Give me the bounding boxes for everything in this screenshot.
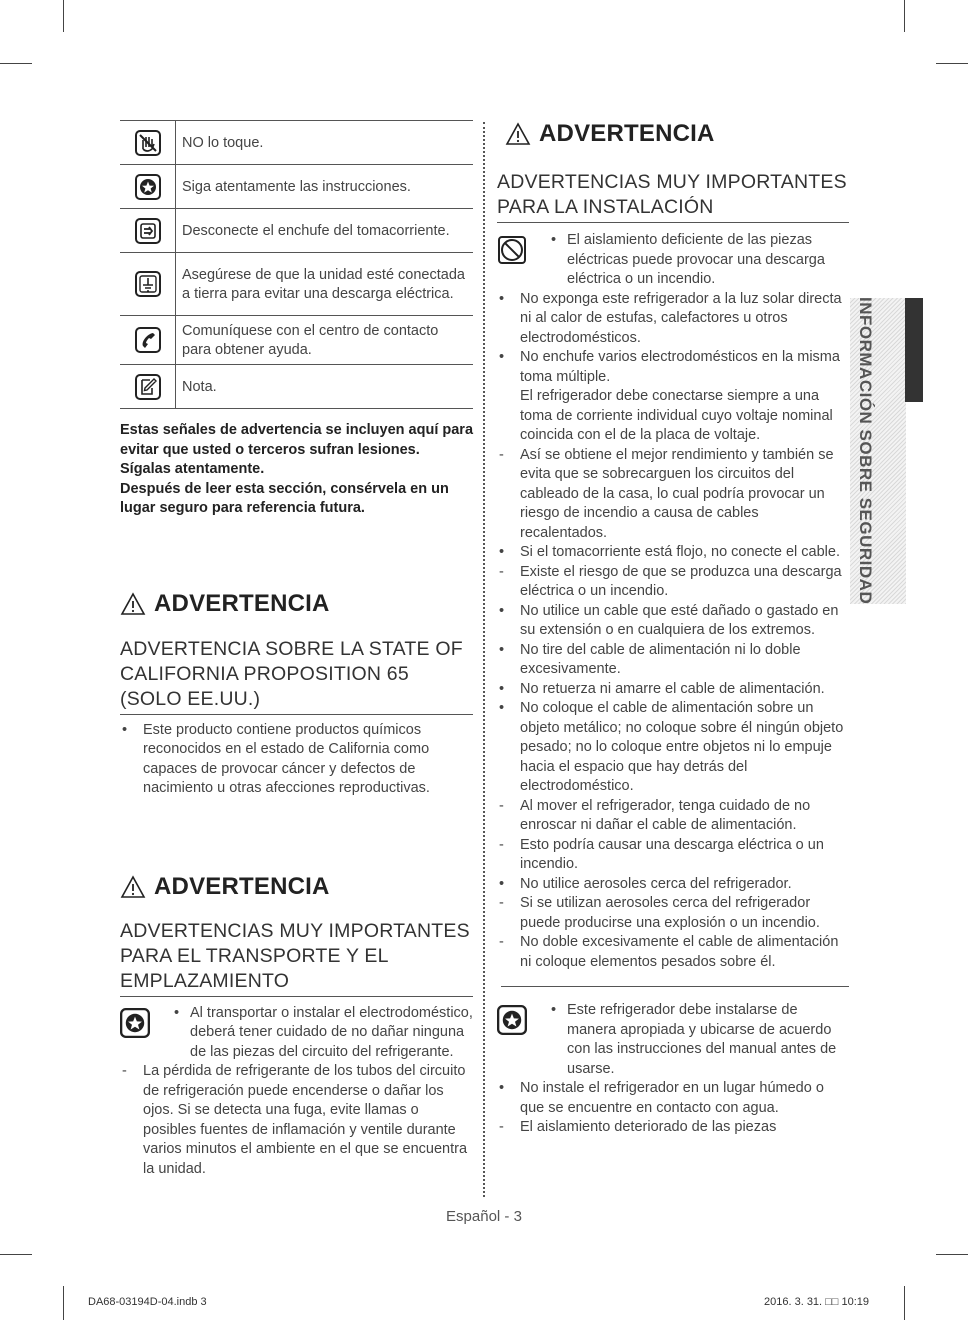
symbol-text: NO lo toque. [182,135,264,151]
phone-icon [120,316,176,364]
section-separator [501,986,849,987]
list-marker: • [499,700,505,716]
right-column [497,120,849,1138]
warning-transport-section [120,873,473,1180]
page-number: Español - 3 [446,1208,522,1225]
section-subtitle: ADVERTENCIAS MUY IMPORTANTES PARA LA INSTALACIÓN [497,170,849,223]
symbol-row [120,121,473,165]
print-file-info: DA68-03194D-04.indb 3 [88,1296,207,1308]
follow-instructions-icon [120,165,176,208]
list-item [497,543,849,563]
note-icon [120,365,176,408]
list-item [497,387,849,446]
list-item-text: Al transportar o instalar el electrodoméstico, deberá tener cuidado de no dañar ninguna de las piezas del circuito del refrigerante. [190,1004,473,1060]
list-item-text: El aislamiento deficiente de las piezas eléctricas puede provocar una descarga eléctrica o un incendio. [567,232,825,287]
list-item [541,1001,849,1079]
list-item [497,894,849,933]
warning-title-text: ADVERTENCIA [154,589,330,617]
left-column [120,120,473,1179]
list-item-text: No instale el refrigerador en un lugar húmedo o que se encuentre en contacto con agua. [520,1080,824,1116]
list-item-text: Este refrigerador debe instalarse de manera apropiada y ubicarse de acuerdo con las instrucciones del manual antes de usarse. [567,1002,837,1077]
list-item [497,348,849,387]
list-item-text: No retuerza ni amarre el cable de alimentación. [520,680,825,697]
list-item [497,680,849,700]
follow-instructions-icon [497,1001,541,1079]
list-item-text: Esto podría causar una descarga eléctrica o un incendio. [520,836,824,872]
list-item-text: Al mover el refrigerador, tenga cuidado de no enroscar ni dañar el cable de alimentación. [520,797,811,833]
warning-title [120,590,473,618]
intro-line: Sígalas atentamente. [120,461,265,477]
list-item [497,836,849,875]
list-item-text: No utilice un cable que esté dañado o gastado en su extensión o en cualquiera de los extremos. [520,602,839,638]
list-item [497,797,849,836]
unplug-icon [120,209,176,252]
list-item-text: El refrigerador debe conectarse siempre a una toma de corriente individual cuyo voltaje nominal coincida con el de la placa de voltaje. [520,388,833,443]
follow-instructions-icon [120,1004,164,1063]
list-item [497,1118,849,1138]
crop-mark [904,1286,905,1320]
list-item [497,875,849,895]
list-marker: • [499,349,505,365]
list-marker: • [499,641,505,658]
list-item [497,933,849,972]
list-item-text: La pérdida de refrigerante de los tubos del circuito de refrigeración puede encenderse o dañar los ojos. Si se detecta una fuga, evite llamas o posibles fuentes de inflamación y ventile durante varios minutos el ambiente en el que se encuentra la unidad. [143,1063,468,1177]
intro-line: Estas señales de advertencia se incluyen aquí para evitar que usted o terceros sufran lesiones. [120,422,474,458]
list-item-text: No exponga este refrigerador a la luz solar directa ni al calor de estufas, calefactores u otros electrodomésticos. [520,290,842,346]
list-marker: • [499,1080,505,1096]
list-item-text: No tire del cable de alimentación ni lo doble excesivamente. [520,641,801,677]
warning-triangle-icon [120,875,146,899]
symbol-row [120,209,473,253]
list-item [164,1004,473,1063]
list-marker: - [499,1119,504,1135]
side-tab-text: INFORMACIÓN SOBRE SEGURIDAD [856,297,875,605]
list-marker: • [499,602,505,619]
section-subtitle: ADVERTENCIA SOBRE LA STATE OF CALIFORNIA PROPOSITION 65 (SOLO EE.UU.) [120,637,473,715]
list-item-text: El aislamiento deteriorado de las piezas [520,1119,777,1135]
warning-title [505,120,849,148]
list-marker: • [551,1002,557,1018]
symbol-text: Nota. [182,379,217,395]
crop-mark [63,0,64,32]
list-marker: • [174,1004,180,1021]
side-tab-marker [905,298,923,402]
list-item-text: Si se utilizan aerosoles cerca del refrigerador puede producirse una explosión o un incendio. [520,895,820,931]
list-item-text: No utilice aerosoles cerca del refrigerador. [520,875,792,892]
no-touch-icon [120,121,176,164]
list-marker: • [499,875,505,892]
list-item [497,641,849,680]
list-marker: • [499,290,505,307]
symbol-row [120,316,473,365]
list-marker: • [122,721,128,738]
prohibited-icon [497,231,541,290]
list-item-text: No doble excesivamente el cable de alimentación ni coloque elementos pesados sobre él. [520,934,839,970]
warning-triangle-icon [505,122,531,146]
bullet-list [497,1079,849,1138]
list-item-text: Así se obtiene el mejor rendimiento y también se evita que se sobrecarguen los circuitos del cableado de la casa, lo cual podría provocar un riesgo de incendio a causa de cables recalentados. [520,446,834,541]
list-item-text: No enchufe varios electrodomésticos en la misma toma múltiple. [520,349,840,385]
crop-mark [0,1254,32,1255]
intro-notice [120,421,473,519]
print-date-info: 2016. 3. 31. □□ 10:19 [764,1296,870,1308]
list-item-text: Existe el riesgo de que se produzca una descarga eléctrica o un incendio. [520,563,842,599]
list-item [497,699,849,797]
crop-mark [0,63,32,64]
list-marker: - [122,1063,127,1079]
symbol-text: Siga atentamente las instrucciones. [182,179,411,195]
section-subtitle: ADVERTENCIAS MUY IMPORTANTES PARA EL TRANSPORTE Y EL EMPLAZAMIENTO [120,919,473,997]
list-marker: • [551,232,557,248]
list-item [120,721,473,799]
list-item [541,231,849,290]
warning-title-text: ADVERTENCIA [539,120,715,147]
symbol-text: Desconecte el enchufe del tomacorriente. [182,223,450,239]
instruction-box [120,1004,473,1063]
symbol-text: Comuníquese con el centro de contacto para obtener ayuda. [182,323,439,358]
crop-mark [936,1254,968,1255]
crop-mark [936,63,968,64]
prohibition-box [497,231,849,290]
list-item-text: No coloque el cable de alimentación sobre un objeto metálico; no coloque sobre él ningún objeto pesado; no lo coloque entre objetos ni lo empuje hacia el espacio que hay detrás del electrodoméstico. [520,700,844,794]
list-item [497,602,849,641]
symbol-row [120,253,473,316]
ground-icon [120,253,176,315]
symbol-table [120,120,473,409]
list-marker: • [499,680,505,697]
list-item [497,1079,849,1118]
instruction-box [497,1001,849,1079]
warning-triangle-icon [120,592,146,616]
column-divider [483,122,485,1197]
bullet-list [120,721,473,799]
list-item [120,1062,473,1179]
side-tab-label [850,298,880,604]
symbol-row [120,165,473,209]
list-marker: - [499,836,504,853]
list-marker: - [499,797,504,814]
warning-title-text: ADVERTENCIA [154,872,330,900]
symbol-text: Asegúrese de que la unidad esté conectada a tierra para evitar una descarga eléctrica. [182,267,465,302]
bullet-list [497,290,849,973]
crop-mark [63,1286,64,1320]
warning-title [120,873,473,901]
intro-line: Después de leer esta sección, consérvela en un lugar seguro para referencia futura. [120,480,449,516]
list-marker: - [499,446,504,463]
list-item [497,290,849,349]
list-marker: - [499,563,504,580]
list-item-text: Este producto contiene productos químicos reconocidos en el estado de California como capaces de provocar cáncer y defectos de nacimiento u otras afecciones reproductivas. [143,721,430,796]
symbol-row [120,365,473,409]
list-marker: - [499,934,504,950]
crop-mark [904,0,905,32]
list-item [497,446,849,544]
bullet-list [120,1062,473,1179]
list-item-text: Si el tomacorriente está flojo, no conecte el cable. [520,544,840,560]
warning-california-section [120,590,473,799]
list-marker: • [499,544,505,560]
list-marker: - [499,895,504,911]
list-item [497,563,849,602]
